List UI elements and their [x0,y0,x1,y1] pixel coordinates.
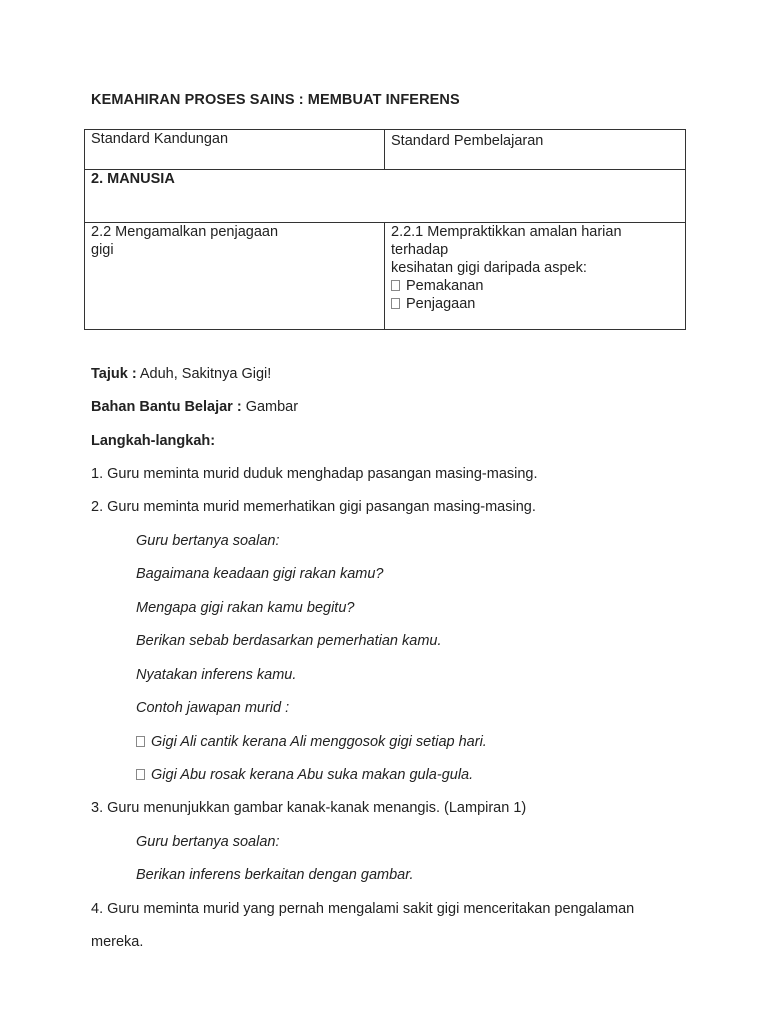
content-right-line: 2.2.1 Mempraktikkan amalan harian [391,224,622,240]
langkah-heading: Langkah-langkah: [91,433,216,449]
answer-text: Gigi Abu rosak kerana Abu suka makan gula-gula. [151,767,474,783]
step-4-continued: mereka. [91,934,144,950]
step-3-question: Berikan inferens berkaitan dengan gambar. [136,867,414,883]
step-3: 3. Guru menunjukkan gambar kanak-kanak menangis. (Lampiran 1) [91,800,527,816]
bullet-text: Pemakanan [406,278,484,294]
bullet-box-icon [391,298,400,309]
step-2: 2. Guru meminta murid memerhatikan gigi pasangan masing-masing. [91,499,536,515]
step-2-answer [136,767,473,783]
content-right-line: kesihatan gigi daripada aspek: [391,260,587,276]
content-right-line: terhadap [391,242,449,258]
step-2-answer [136,734,487,750]
content-left-line: 2.2 Mengamalkan penjagaan [91,224,279,240]
step-2-question: Bagaimana keadaan gigi rakan kamu? [136,566,384,582]
table-section-row [85,170,686,223]
step-2-question: Mengapa gigi rakan kamu begitu? [136,600,355,616]
bahan-label: Bahan Bantu Belajar : [91,399,242,415]
content-standard-pembelajaran [385,223,686,330]
bahan-line [91,399,298,415]
step-2-question: Berikan sebab berdasarkan pemerhatian kamu. [136,633,442,649]
header-standard-kandungan: Standard Kandungan [85,130,385,170]
document-title: KEMAHIRAN PROSES SAINS : MEMBUAT INFERENS [91,92,460,108]
step-2-question: Nyatakan inferens kamu. [136,667,297,683]
bahan-value: Gambar [241,399,299,415]
step-2-question: Guru bertanya soalan: [136,533,280,549]
content-left-line: gigi [91,242,114,258]
table-content-row [85,223,686,330]
step-2-question: Contoh jawapan murid : [136,700,290,716]
bullet-item [391,277,679,295]
bullet-box-icon [136,736,145,747]
table-header-row [85,130,686,170]
content-standard-kandungan [85,223,385,330]
bullet-box-icon [136,769,145,780]
header-standard-pembelajaran: Standard Pembelajaran [385,130,686,170]
step-3-question: Guru bertanya soalan: [136,834,280,850]
answer-text: Gigi Ali cantik kerana Ali menggosok gigi setiap hari. [151,734,487,750]
step-1: 1. Guru meminta murid duduk menghadap pasangan masing-masing. [91,466,538,482]
step-4: 4. Guru meminta murid yang pernah mengalami sakit gigi menceritakan pengalaman [91,901,635,917]
bullet-text: Penjagaan [406,296,476,312]
section-title: 2. MANUSIA [85,170,686,223]
bullet-box-icon [391,280,400,291]
tajuk-value: Aduh, Sakitnya Gigi! [136,366,272,382]
standards-table [84,129,686,330]
tajuk-label: Tajuk : [91,366,137,382]
tajuk-line [91,366,271,382]
bullet-item [391,295,679,313]
